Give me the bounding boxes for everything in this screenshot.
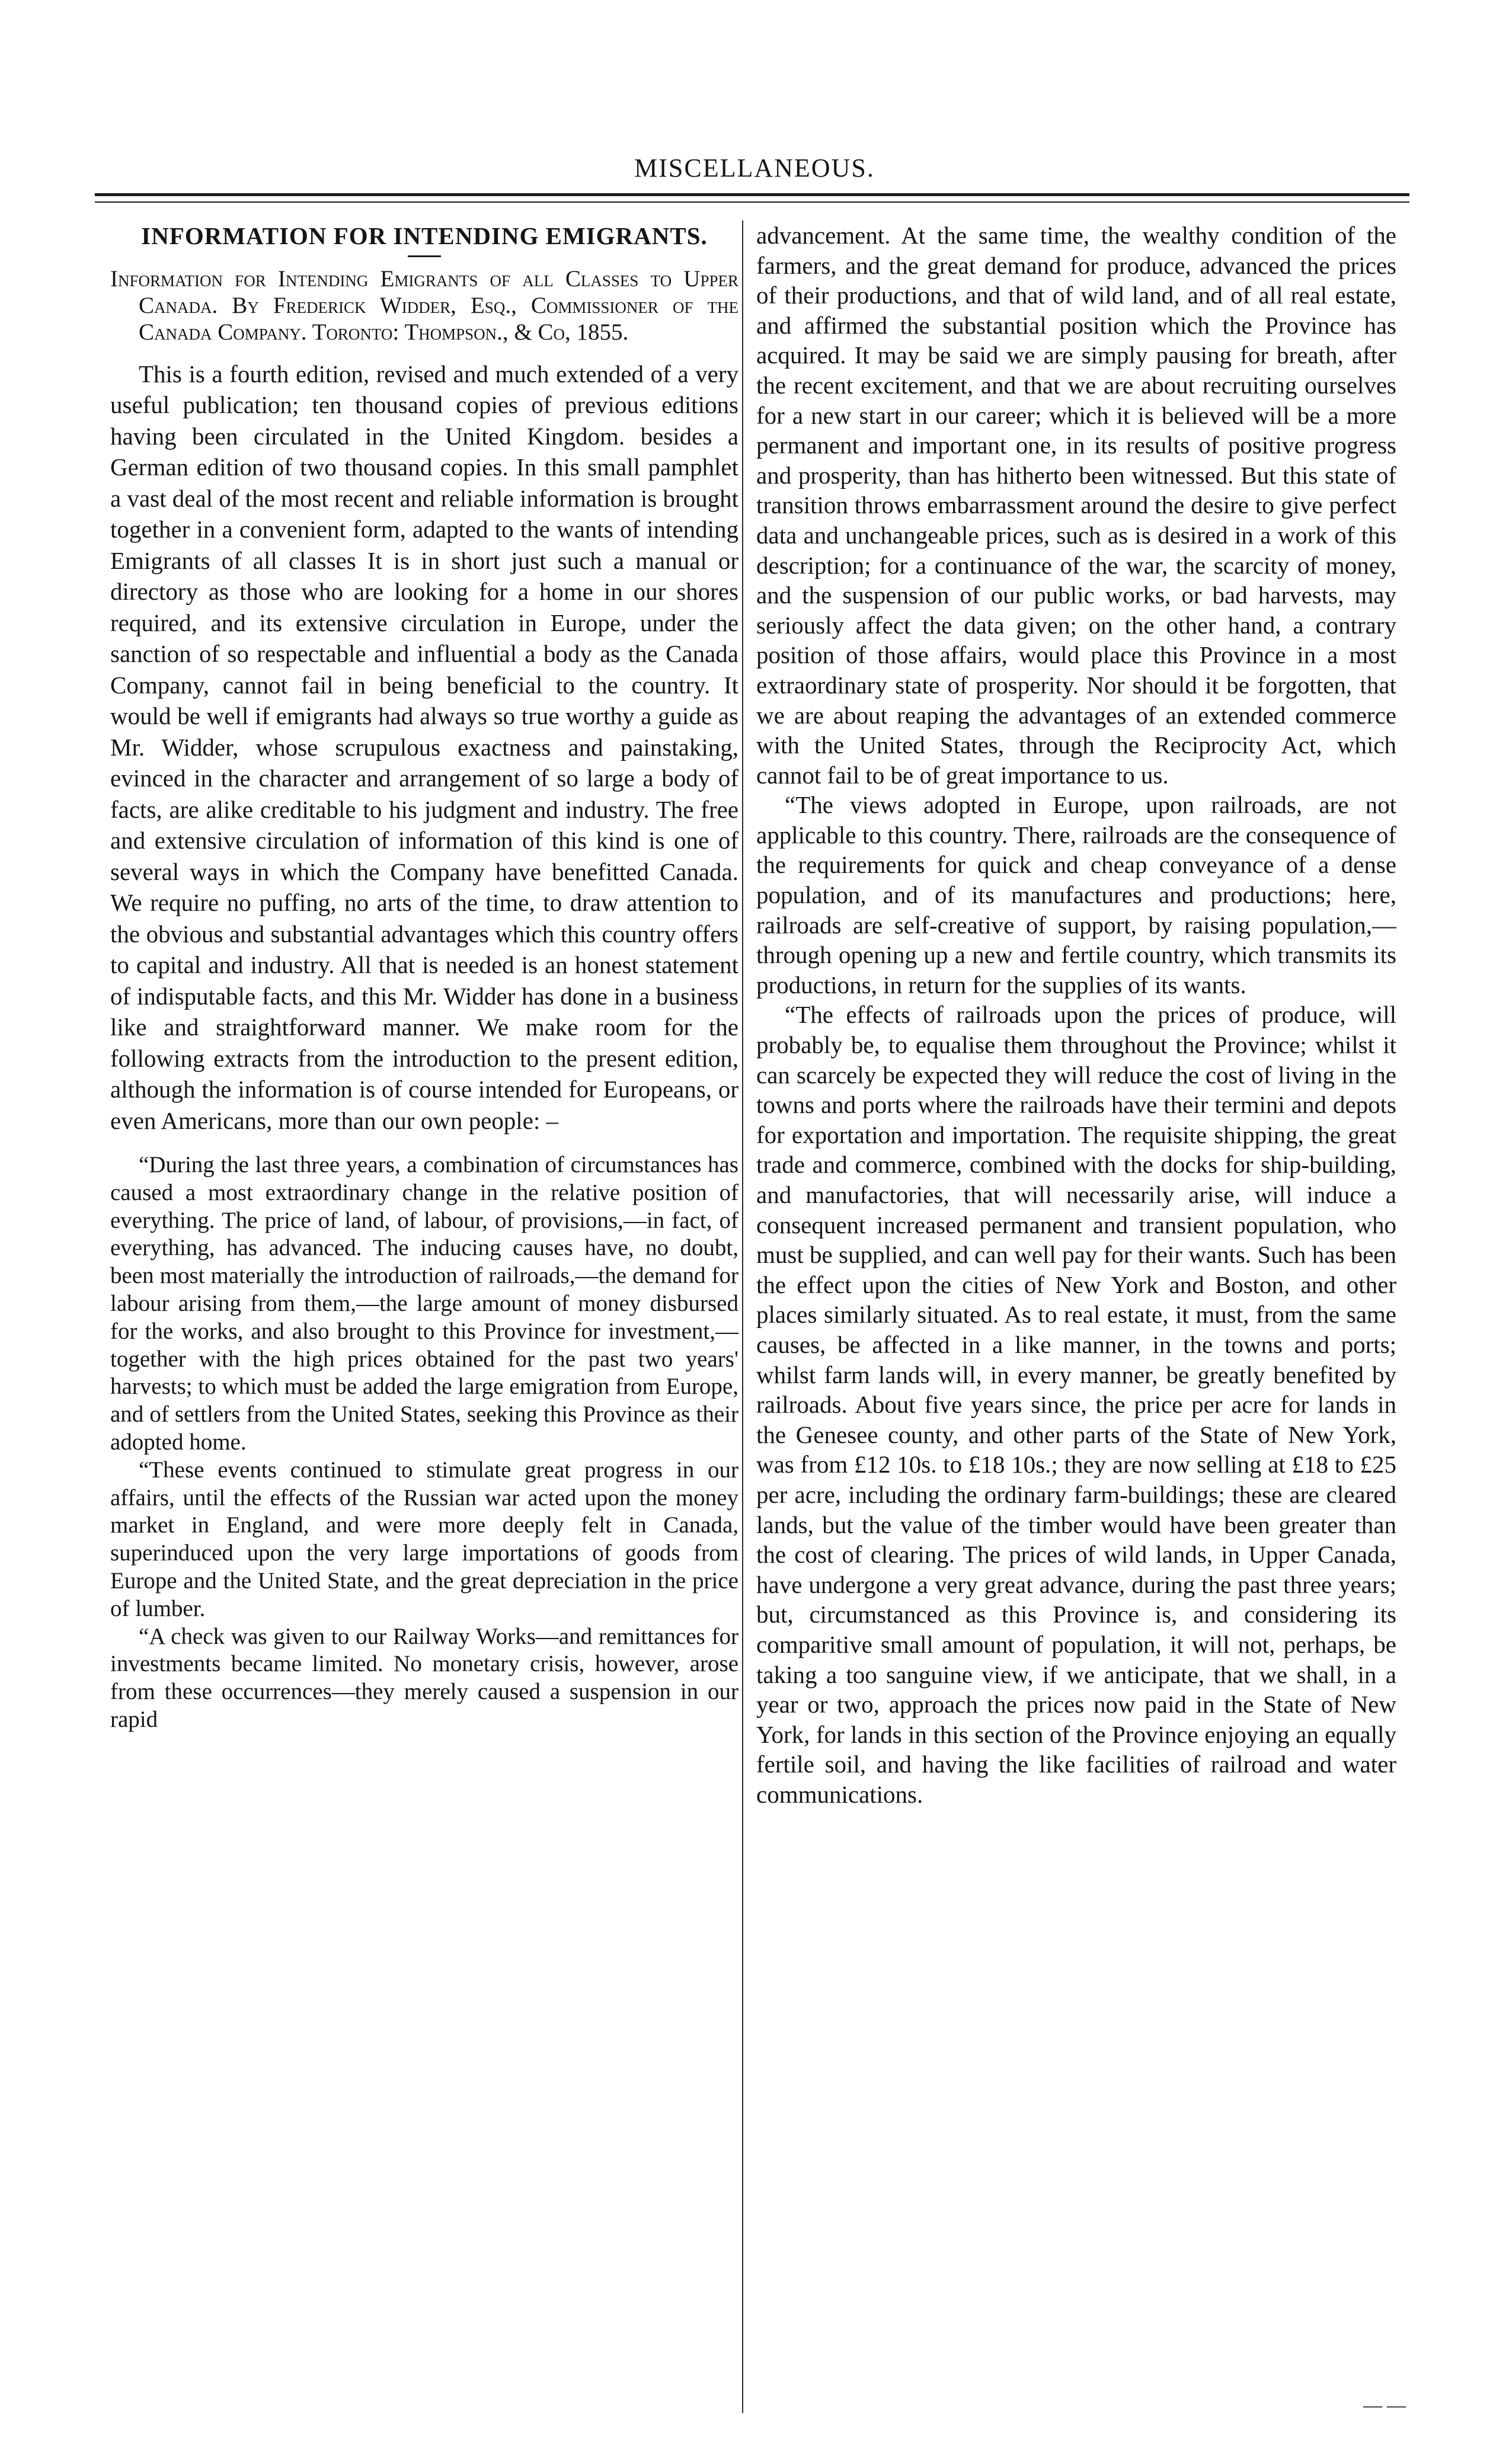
article-title: INFORMATION FOR INTENDING EMIGRANTS. xyxy=(141,222,708,249)
quote-paragraph-4: “The views adopted in Europe, upon railroads, are not applicable to this country. There, railroads are the consequence of the requirements for quick and cheap conveyance of a dense population, and of its manufactures and productions; here, railroads are self-creative of support, by raising population,—through opening up a new and fertile country, which transmits its productions, in return for the supplies of its wants. xyxy=(756,791,1396,999)
header-rule xyxy=(95,193,1409,196)
quote-paragraph-3-continued: advancement. At the same time, the wealthy condition of the farmers, and the great demand for produce, advanced the prices of their productions, and that of wild land, and of all real estate, and affirmed the substantial position which the Province has acquired. It may be said we are simply pausing for breath, after the recent excitement, and that we are about recruiting ourselves for a new start in our career; which it is believed will be a more permanent and important one, in its results of positive progress and prosperity, than has hitherto been witnessed. But this state of transition throws embarrassment around the desire to give perfect data and unchangeable prices, such as is desired in a work of this description; for a continuance of the war, the scarcity of money, and the suspension of our public works, or bad harvests, may seriously affect the data given; on the other hand, a contrary position of those affairs, would place this Province in a most extraordinary state of prosperity. Nor should it be forgotten, that we are about reaping the advantages of an extended commerce with the United States, through the Reciprocity Act, which cannot fail to be of great importance to us. xyxy=(756,222,1396,789)
quote-block-left xyxy=(110,1151,738,1734)
end-mark: — — xyxy=(1363,2394,1406,2415)
left-column xyxy=(110,220,738,1734)
quote-paragraph-3-start: “A check was given to our Railway Works—and remittances for investments became limited. No monetary crisis, however, arose from these occurrences—they merely caused a suspension in our rapid xyxy=(110,1623,738,1732)
quote-paragraph-5: “The effects of railroads upon the prices of produce, will probably be, to equalise them throughout the Province; whilst it can scarcely be expected they will reduce the cost of living in the towns and ports where the railroads have their termini and depots for exportation and importation. The requisite shipping, the great trade and commerce, combined with the docks for ship-building, and manufactories, that will necessarily arise, will induce a consequent increased permanent and transient population, who must be supplied, and can well pay for their wants. Such has been the effect upon the cities of New York and Boston, and other places similarly situated. As to real estate, it must, from the same causes, be affected in a like manner, in the towns and ports; whilst farm lands will, in every manner, be greatly benefited by railroads. About five years since, the price per acre for lands in the Genesee county, and other parts of the State of New York, was from £12 10s. to £18 10s.; they are now selling at £18 to £25 per acre, including the ordinary farm-buildings; these are cleared lands, but the value of the timber would have been greater than the cost of clearing. The prices of wild lands, in Upper Canada, have undergone a very great advance, during the past three years; but, circumstanced as this Province is, and considering its comparitive small amount of population, it will not, perhaps, be taking a too sanguine view, if we anticipate, that we shall, in a year or two, approach the prices now paid in the State of New York, for lands in this section of the Province enjoying an equally fertile soil, and having the like facilities of railroad and water communications. xyxy=(756,1001,1396,1808)
quote-paragraph-1: “During the last three years, a combination of circumstances has caused a most extraordinary change in the relative position of everything. The price of land, of labour, of provisions,—in fact, of everything, has advanced. The inducing causes have, no doubt, been most materially the introduction of railroads,—the demand for labour arising from them,—the large amount of money disbursed for the works, and also brought to this Province for investment,—together with the high prices obtained for the past two years' harvests; to which must be added the large emigration from Europe, and of settlers from the United States, seeking this Province as their adopted home. xyxy=(110,1152,738,1455)
book-citation: Information for Intending Emigrants of all Classes to Upper Canada. By Frederick Widder, Esq., Commissioner of the Canada Company. Toronto: Thompson., & Co, 1855. xyxy=(110,265,738,345)
quote-paragraph-2: “These events continued to stimulate great progress in our affairs, until the effects of the Russian war acted upon the money market in England, and were more deeply felt in Canada, superinduced upon the very large importations of goods from Europe and the United State, and the great depreciation in the price of lumber. xyxy=(110,1457,738,1621)
right-column xyxy=(756,220,1396,1809)
title-dash xyxy=(408,255,441,257)
header-rule-thin xyxy=(95,201,1409,203)
intro-paragraph: This is a fourth edition, revised and much extended of a very useful publication; ten thousand copies of previous editions having been circulated in the United Kingdom. besides a German edition of two thousand copies. In this small pamphlet a vast deal of the most recent and reliable information is brought together in a convenient form, adapted to the wants of intending Emigrants of all classes It is in short just such a manual or directory as those who are looking for a home in our shores required, and its extensive circulation in Europe, under the sanction of so respectable and influential a body as the Canada Company, cannot fail in being beneficial to the country. It would be well if emigrants had always so true worthy a guide as Mr. Widder, whose scrupulous exactness and painstaking, evinced in the character and arrangement of so large a body of facts, are alike creditable to his judgment and industry. The free and extensive circulation of information of this kind is one of several ways in which the Company have benefitted Canada. We require no puffing, no arts of the time, to draw attention to the obvious and substantial advantages which this country offers to capital and industry. All that is needed is an honest statement of indisputable facts, and this Mr. Widder has done in a business like and straightforward manner. We make room for the following extracts from the introduction to the present edition, although the information is of course intended for Europeans, or even Americans, more than our own people: – xyxy=(110,360,738,1134)
running-head: MISCELLANEOUS. xyxy=(634,153,875,183)
section-gap xyxy=(110,1136,738,1151)
column-divider xyxy=(742,220,743,2413)
